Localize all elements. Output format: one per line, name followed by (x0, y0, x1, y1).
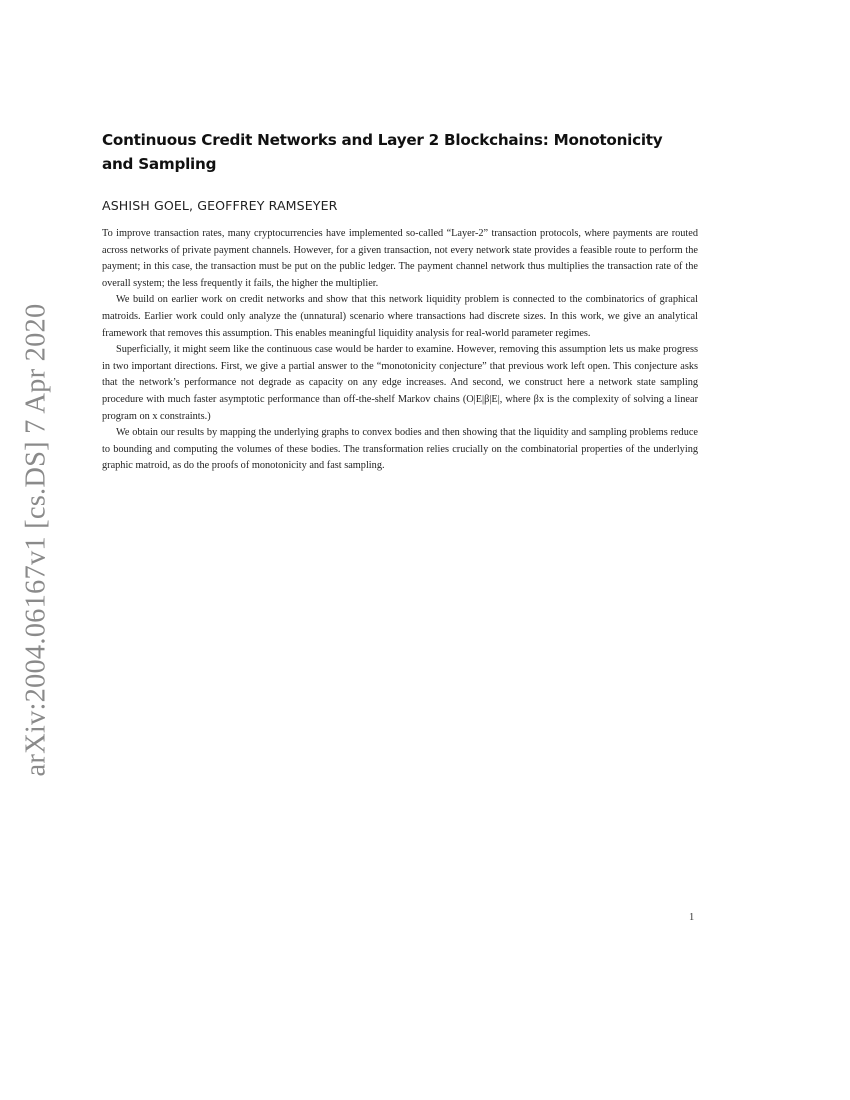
arxiv-identifier-text: arXiv:2004.06167v1 [cs.DS] 7 Apr 2020 (20, 303, 51, 777)
abstract-paragraph: To improve transaction rates, many cryptocurrencies have implemented so-called “Layer-2” transaction protocols, where payments are routed across networks of private payment channels. However, for a given transaction, not every network state provides a feasible route to perform the payment; in this case, the transaction must be put on the public ledger. The payment channel network thus multiplies the transaction rate of the overall system; the less frequently it fails, the higher the multiplier. (102, 228, 698, 289)
abstract-paragraph: We obtain our results by mapping the underlying graphs to convex bodies and then showing that the liquidity and sampling problems reduce to bounding and computing the volumes of these bodies. The transformation relies crucially on the combinatorial properties of the underlying graphic matroid, as do the proofs of monotonicity and fast sampling. (102, 427, 698, 472)
abstract-paragraph: We build on earlier work on credit networks and show that this network liquidity problem is connected to the combinatorics of graphical matroids. Earlier work could only analyze the (unnatural) scenario where transactions had discrete sizes. In this work, we give an analytical framework that removes this assumption. This enables meaningful liquidity analysis for real-world parameter regimes. (102, 294, 698, 339)
abstract-paragraph: Superficially, it might seem like the continuous case would be harder to examine. However, removing this assumption lets us make progress in two important directions. First, we give a partial answer to the “monotonicity conjecture” that previous work left open. This conjecture asks that the network’s performance not degrade as capacity on any edge increases. And second, we construct here a network state sampling procedure with much faster asymptotic performance than off-the-shelf Markov chains (O|E|β|E|, where βx is the complexity of solving a linear program on x constraints.) (102, 344, 698, 422)
paper-title: Continuous Credit Networks and Layer 2 Blockchains: Monotonicity and Sampling (102, 131, 663, 173)
arxiv-identifier-stamp (16, 300, 56, 780)
paper-first-page (102, 128, 698, 475)
paper-authors: ASHISH GOEL, GEOFFREY RAMSEYER (102, 198, 338, 213)
abstract (102, 226, 698, 475)
page-number: 1 (689, 912, 695, 923)
